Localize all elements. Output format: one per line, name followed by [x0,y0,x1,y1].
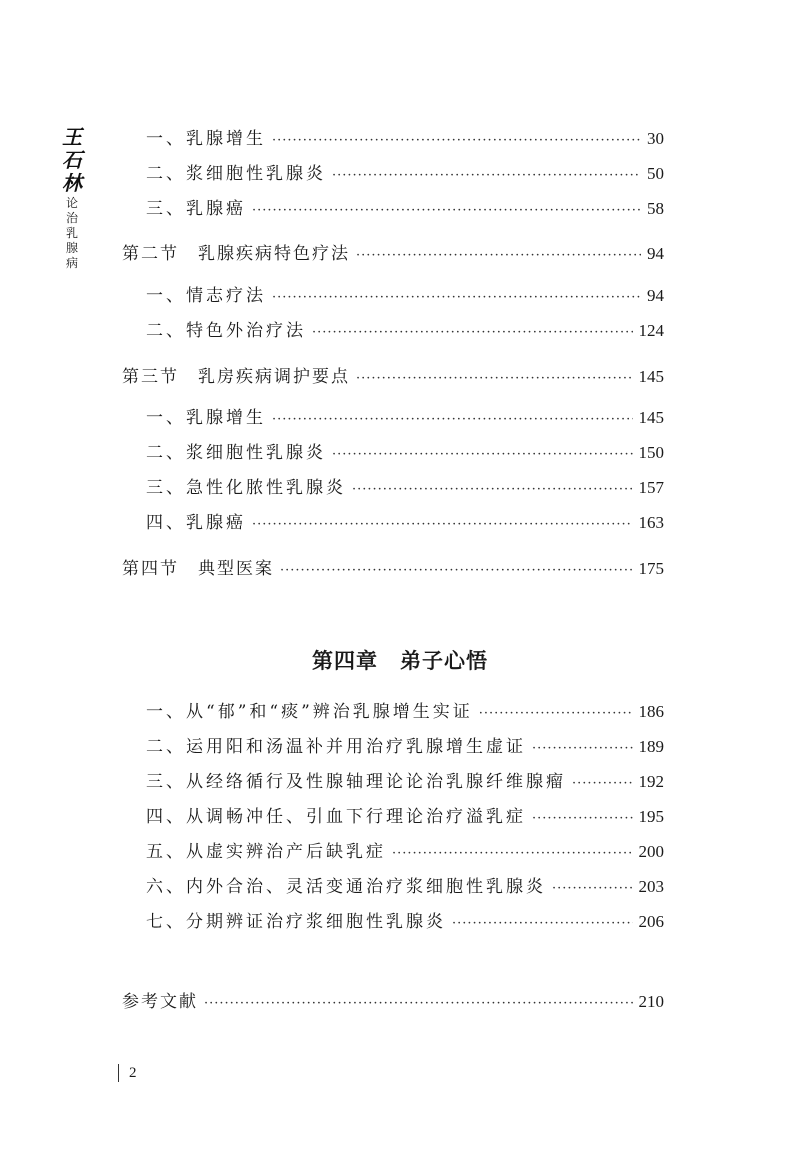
toc-entry[interactable] [146,406,664,430]
dot-leader [532,737,633,761]
book-subtitle-char: 乳 [65,226,78,240]
dot-leader [332,164,641,188]
dot-leader [204,992,633,1016]
dot-leader [479,702,633,726]
toc-section-page: 145 [638,367,664,386]
toc-entry-label: 六、内外合治、灵活变通治疗浆细胞性乳腺炎 [146,877,546,897]
dot-leader [356,367,633,391]
footer-rule [118,1064,119,1082]
dot-leader [392,842,633,866]
toc-entry[interactable] [146,476,664,500]
book-subtitle-char: 治 [65,211,78,225]
toc-section-page: 94 [647,244,664,263]
page-number: 2 [129,1064,137,1081]
toc-references[interactable] [122,990,664,1014]
toc-references-page: 210 [638,992,664,1011]
toc-entry-label: 五、从虚实辨治产后缺乳症 [146,842,386,862]
toc-entry[interactable] [146,735,664,759]
toc-section-page: 175 [638,559,664,578]
toc-entry[interactable] [146,770,664,794]
dot-leader [352,478,633,502]
dot-leader [272,129,641,153]
toc-entry[interactable] [146,700,664,724]
dot-leader [312,321,633,345]
dot-leader [280,559,633,583]
book-subtitle-char: 论 [65,196,78,210]
toc-entry-page: 163 [638,513,664,532]
toc-entry[interactable] [146,197,664,221]
toc-entry-page: 145 [638,408,664,427]
toc-entry-label: 一、从“郁”和“痰”辨治乳腺增生实证 [146,702,473,722]
toc-references-label: 参考文献 [122,992,198,1012]
toc-entry-label: 一、情志疗法 [146,286,266,306]
chapter-heading[interactable]: 第四章 弟子心悟 [312,648,488,673]
dot-leader [532,807,633,831]
toc-section-label: 第三节 乳房疾病调护要点 [122,367,350,387]
toc-section[interactable] [122,557,664,581]
toc-entry-label: 二、浆细胞性乳腺炎 [146,443,326,463]
toc-entry-page: 192 [638,772,664,791]
toc-entry-label: 三、急性化脓性乳腺炎 [146,478,346,498]
dot-leader [272,408,633,432]
toc-section[interactable] [122,242,664,266]
toc-entry[interactable] [146,875,664,899]
toc-section[interactable] [122,365,664,389]
dot-leader [452,912,633,936]
toc-entry-page: 203 [638,877,664,896]
toc-entry[interactable] [146,127,664,151]
toc-entry-page: 50 [647,164,664,183]
toc-entry-page: 189 [638,737,664,756]
book-subtitle-char: 病 [65,256,78,270]
dot-leader [252,199,641,223]
toc-entry-page: 94 [647,286,664,305]
toc-entry[interactable] [146,319,664,343]
toc-entry-label: 一、乳腺增生 [146,129,266,149]
page-footer [118,1064,137,1082]
author-name-char: 石 [62,148,82,172]
running-header-vertical [54,126,90,270]
author-name-char: 林 [62,171,82,195]
toc-entry[interactable] [146,805,664,829]
toc-entry-label: 一、乳腺增生 [146,408,266,428]
toc-entry-label: 七、分期辨证治疗浆细胞性乳腺炎 [146,912,446,932]
dot-leader [272,286,641,310]
toc-section-label: 第二节 乳腺疾病特色疗法 [122,244,350,264]
toc-entry[interactable] [146,284,664,308]
toc-entry-label: 二、运用阳和汤温补并用治疗乳腺增生虚证 [146,737,526,757]
toc-entry-page: 200 [638,842,664,861]
toc-entry-page: 30 [647,129,664,148]
author-name-char: 王 [62,125,82,149]
toc-entry-page: 150 [638,443,664,462]
toc-entry-page: 124 [638,321,664,340]
dot-leader [572,772,633,796]
toc-entry[interactable] [146,840,664,864]
dot-leader [332,443,633,467]
toc-entry-page: 186 [638,702,664,721]
toc-entry-label: 四、从调畅冲任、引血下行理论治疗溢乳症 [146,807,526,827]
toc-section-label: 第四节 典型医案 [122,559,274,579]
toc-entry[interactable] [146,910,664,934]
dot-leader [356,244,641,268]
toc-entry-page: 58 [647,199,664,218]
toc-entry-label: 二、浆细胞性乳腺炎 [146,164,326,184]
toc-entry-label: 三、从经络循行及性腺轴理论论治乳腺纤维腺瘤 [146,772,566,792]
toc-entry-page: 157 [638,478,664,497]
dot-leader [252,513,633,537]
toc-entry[interactable] [146,511,664,535]
dot-leader [552,877,633,901]
toc-entry-label: 三、乳腺癌 [146,199,246,219]
toc-entry[interactable] [146,441,664,465]
toc-entry-page: 195 [638,807,664,826]
toc-entry-label: 二、特色外治疗法 [146,321,306,341]
toc-entry-page: 206 [638,912,664,931]
toc-entry[interactable] [146,162,664,186]
toc-entry-label: 四、乳腺癌 [146,513,246,533]
book-subtitle-char: 腺 [65,241,78,255]
